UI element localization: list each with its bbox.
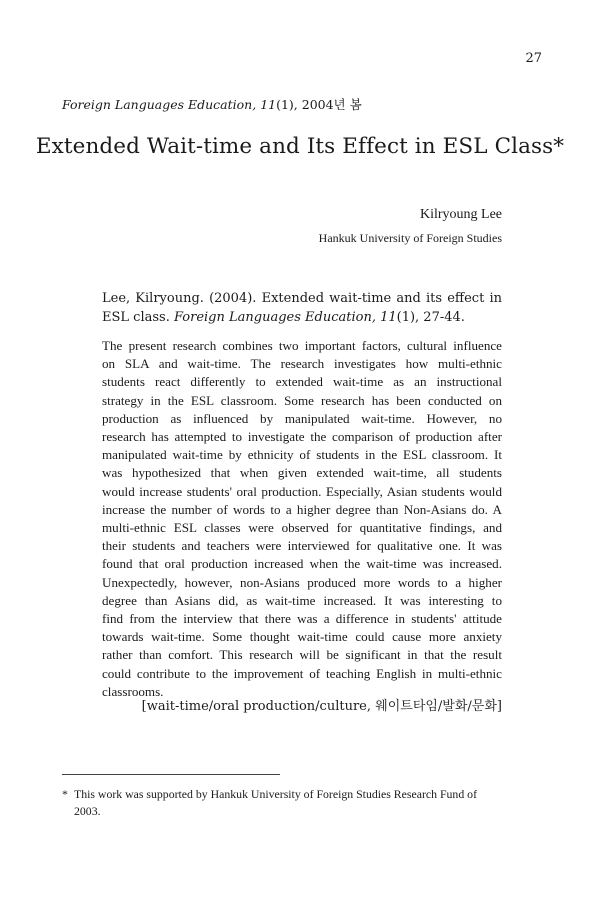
abstract-line: rather than comfort. This research will be significant in that the result xyxy=(102,647,502,663)
abstract-line: towards wait-time. Some thought wait-time could cause more anxiety xyxy=(102,629,502,645)
page-number: 27 xyxy=(525,51,542,66)
abstract-line: manipulated wait-time by ethnicity of students in the ESL classroom. It xyxy=(102,447,502,463)
abstract-line: students react differently to extended wait-time as an instructional xyxy=(102,374,502,390)
footnote-divider xyxy=(62,774,280,775)
author-affiliation: Hankuk University of Foreign Studies xyxy=(318,231,502,245)
abstract-line: degree than Asians did, as wait-time increased. It was interesting to xyxy=(102,592,502,608)
abstract-line: was hypothesized that when given extended wait-time, all students xyxy=(102,465,502,481)
abstract-line: could contribute to the improvement of teaching English in multi-ethnic xyxy=(102,665,502,681)
citation xyxy=(102,289,502,327)
abstract xyxy=(102,337,502,701)
journal-volume: 11 xyxy=(260,97,277,112)
abstract-line: Unexpectedly, however, non-Asians produced more words to a higher xyxy=(102,574,502,590)
paper-title: Extended Wait-time and Its Effect in ESL Class* xyxy=(35,134,565,159)
abstract-line: strategy in the ESL classroom. Some research has been conducted on xyxy=(102,392,502,408)
journal-name: Foreign Languages Education, xyxy=(62,97,261,112)
abstract-line: would increase students' oral production. Especially, Asian students would xyxy=(102,483,502,499)
abstract-line: found that oral production increased when the wait-time was increased. xyxy=(102,556,502,572)
footnote-text-continued: 2003. xyxy=(74,804,101,818)
author-name: Kilryoung Lee xyxy=(419,207,502,222)
keywords: [wait-time/oral production/culture, 웨이트타임/발화/문화] xyxy=(141,699,502,714)
footnote xyxy=(62,786,542,820)
abstract-line: on SLA and wait-time. The research investigates how multi-ethnic xyxy=(102,356,502,372)
abstract-line: find from the interview that there was a difference in students' attitude xyxy=(102,611,502,627)
footnote-mark: * xyxy=(62,787,68,801)
abstract-line: their students and teachers were interviewed for qualitative one. It was xyxy=(102,538,502,554)
abstract-line: classrooms. xyxy=(102,683,164,699)
abstract-line: production as influenced by manipulated wait-time. However, no xyxy=(102,410,502,426)
footnote-text: This work was supported by Hankuk University of Foreign Studies Research Fund of xyxy=(74,787,478,801)
citation-journal: Foreign Languages Education, 11 xyxy=(173,310,397,325)
abstract-line: increase the number of words to a higher degree than Non-Asians do. A xyxy=(102,501,502,517)
abstract-line: multi-ethnic ESL classes were observed for quantitative findings, and xyxy=(102,520,502,536)
journal-header xyxy=(62,95,362,113)
citation-prefix: Lee, Kilryoung. (2004). Extended wait-time and its effect in ESL class. xyxy=(102,291,502,325)
abstract-line: The present research combines two important factors, cultural influence xyxy=(102,338,502,353)
journal-issue: (1), 2004년 봄 xyxy=(276,97,362,112)
citation-suffix: (1), 27-44. xyxy=(396,310,465,325)
abstract-line: research has attempted to investigate the comparison of production after xyxy=(102,429,502,445)
